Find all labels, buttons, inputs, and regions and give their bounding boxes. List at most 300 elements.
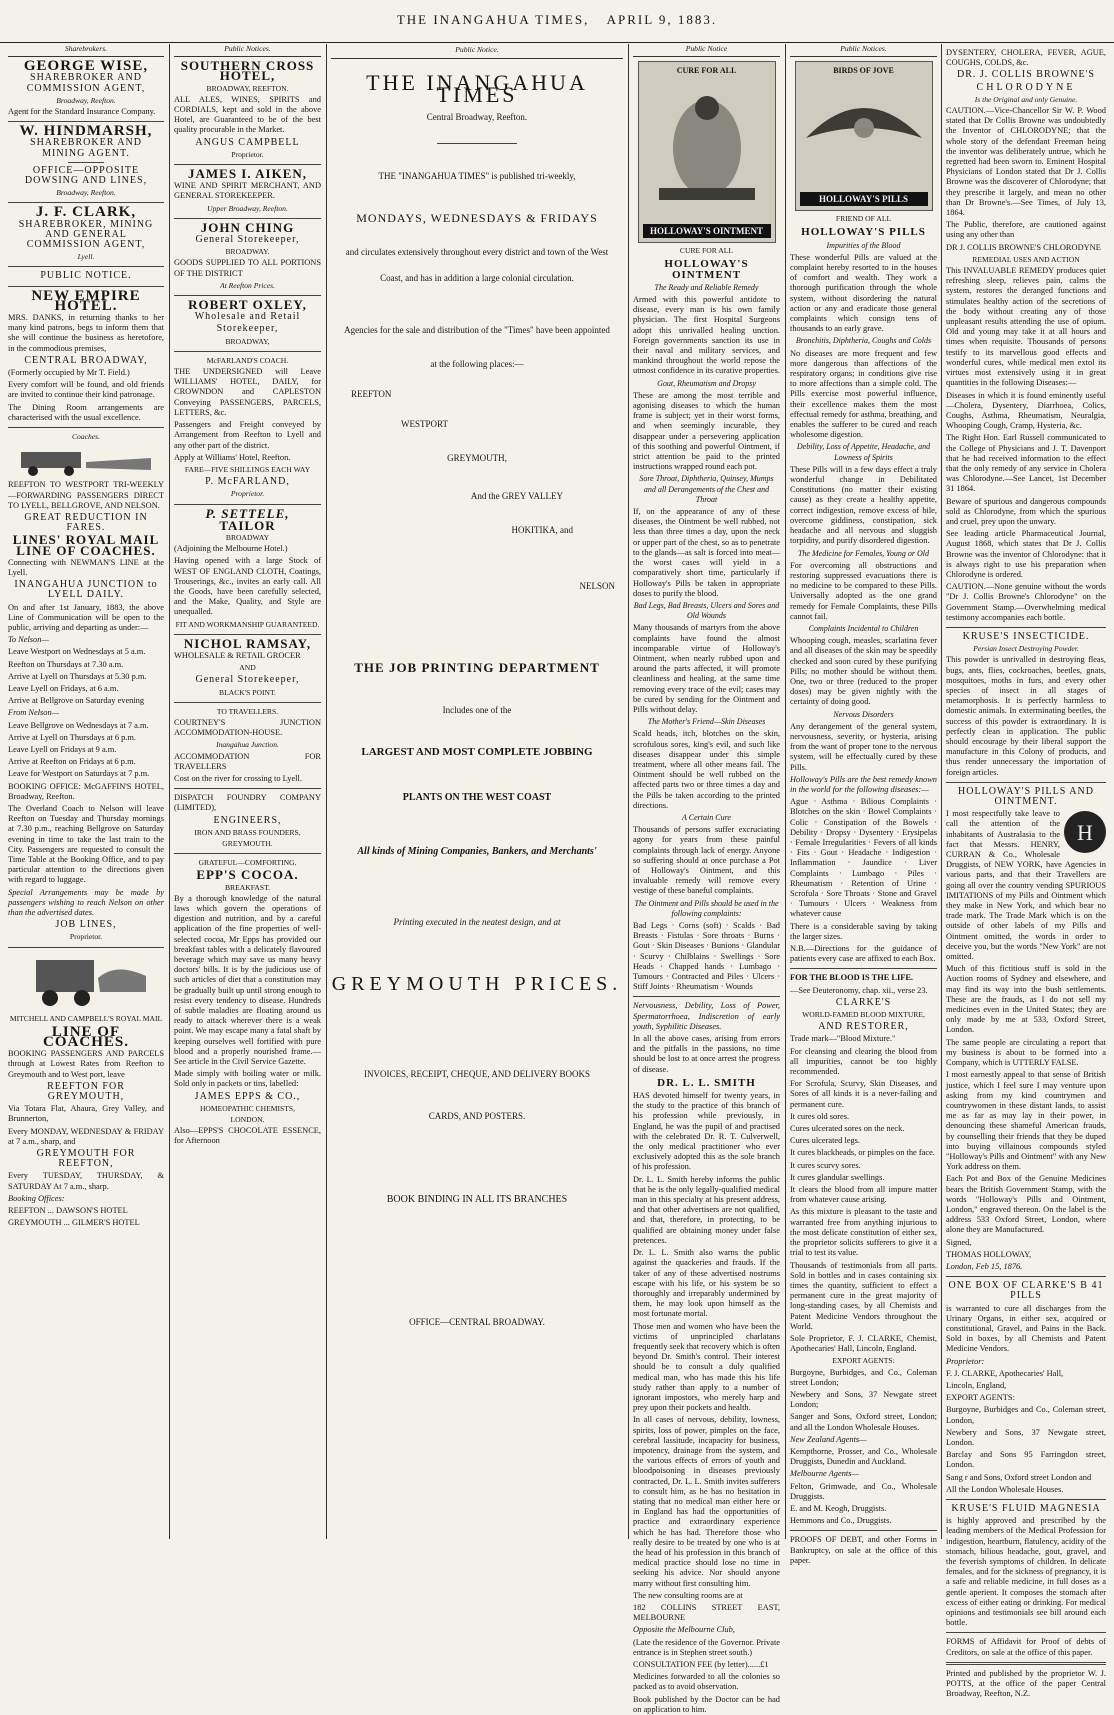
schedule-row: Arrive at Lyell on Thursdays at 5.30 p.m. [8,671,147,681]
ad-body: (Late the residence of the Governor. Private entrance is in Stephen street south.) [633,1637,780,1657]
job-printing-line: All kinds of Mining Companies, Bankers, and Merchants' [357,846,597,857]
ad-subhead: REMEDIAL USES AND ACTION [972,254,1080,264]
publication-line: THE "INANGAHUA TIMES" is published tri-weekly, [378,171,576,181]
ad-name: JOHN CHING [200,219,295,235]
ad-name: W. HINDMARSH, [19,123,153,140]
ad-body: I most earnestly appeal to that sense of British justice, which I feel sure I may venture upon asking from my kind countrymen and countrywomen in these distant lands, to assist me as far as may lay in their power, in denouncing these shameful American frauds, by counselling their friends that they be duped into buying villainous compounds styled "Holloway's Pills and Ointment" with any New York address on them. [946,1070,1106,1172]
ad-line: SHAREBROKER AND COMMISSION AGENT, [26,72,146,94]
ad-body: FOR THE BLOOD IS THE LIFE. [790,973,914,983]
ad-body: Those men and women who have been the victims of unprincipled charlatans frequently seek that recovery which is often beyond Dr. Smith's control. Their interest should be to consult a duly qualified medical man, who has made this his life study rather than apply to a number of ignorant impostors, who merely harp and prey upon their pockets and health. [633,1321,780,1413]
banner-text: CURE FOR ALL [676,66,737,76]
ad-body: Many thousands of martyrs from the above complaints have found the almost incomparable virtue of Holloway's Ointment, when nearly rubbed upon and around the parts affected, it will promote cleanliness and healing, at the same time removing every trace of the evil; cases may be cured by sending for the Ointment and Pills without delay. [633,623,780,714]
ad-body: By a thorough knowledge of the natural laws which govern the operations of digestion and nutrition, and by a careful application of the fine properties of well-selected cocoa, Mr Epps has provided our breakfast tables with a delicately flavoured beverage which may save us many heavy doctors' bills. It is by the judicious use of such articles of diet that a constitution may be gradually built up until strong enough to resist every tendency to disease. Hundreds of subtle maladies are floating around us ready to attack wherever there is a weak point. We may escape many a fatal shaft by keeping ourselves well fortified with pure blood and a properly nourished frame.—See article in the Civil Service Gazette. [174,893,321,1067]
column-5 [790,44,937,1565]
ad-name: HOLLOWAY'S OINTMENT [664,258,749,281]
schedule-row: Leave Lyell on Fridays, at 6 a.m. [8,683,119,693]
ad-name: P. McFARLAND, [205,476,290,488]
ad-line: CHLORODYNE [976,81,1076,93]
ad-line: BROADWAY, [225,336,270,346]
ad-body: Having opened with a large Stock of WEST OF ENGLAND CLOTH, Coatings, Trouserings, &c., invites an early call. All the Goods, have been carefully selected, and the Make, Quality, and Style are unequalled. [174,556,321,617]
ad-body: Whooping cough, measles, scarlatina fever and all diseases of the skin may be speedily checked and soon cured by these purifying Pills; no mother should be without them. One, two or three (reduced to the proper doses) may be given nightly with the certainty of doing good. [790,636,937,707]
complaints-list: Bad Legs · Corns (soft) · Scalds · Bad Breasts · Fistulas · Sore throats · Burns · Gout · Skin Diseases · Bunions · Glandular · Scurvy · Chilblains · Swellings · Sore Heads · Chapped hands · Lumbago · Tumours · Contracted and Piles · Ulcers · Stiff Joints · Rheumatism · Wounds [633,921,780,992]
schedule-head: To Nelson— [8,635,49,645]
ad-body: This powder is unrivalled in destroying fleas, bugs, ants, flies, cockroaches, beetles, gnats, mosquitoes, moths in furs, and every other species of insect in all stages of metamorphosis. It is perfectly harmless to domestic animals. In exterminating beetles, the success of this powder is extraordinary. It is perfectly clean in application. The public should encourage by their liberal support the manufacture in this Colony of products, and thus render unnecessary the importation of foreign articles. [946,655,1106,777]
agencies-line: at the following places:— [430,359,524,369]
ad-line: MITCHELL AND CAMPBELL'S ROYAL MAIL [9,1013,163,1023]
ad-body: I most respectfully take leave to call the attention of the inhabitants of Australasia to the fact that Messrs. HENRY, CURRAN & Co., Wholesale Druggists, of NEW YORK, have Agencies in various parts, and that their Travellers are going all over the country vending SPURIOUS IMITATIONS of my Pills and Ointment which they make in New York, and which bear no trade mark. The Trade Mark which is on the outside of other labels of my Pills and Ointment omitted, the words in order to deceive you, but the words "New York" are not omitted. [946,809,1106,962]
ad-body: MRS. DANKS, in returning thanks to her many kind patrons, begs to inform them that she will continue the business as heretofore, in the commodious premises, [8,313,164,353]
agency-place: WESTPORT [401,419,448,429]
ad-body: THE UNDERSIGNED will Leave WILLIAMS' HOTEL, DAILY, for CROWNDON and CAPLESTON Conveying PASSENGERS, PARCELS, LETTERS, &c. [174,367,321,417]
ad-body: (Adjoining the Melbourne Hotel.) [174,544,288,554]
ad-body: PROOFS OF DEBT, and other Forms in Bankruptcy, on sale at the office of this paper. [790,1535,937,1565]
ad-body: Holloway's Pills are the best remedy known in the world for the following diseases:— [790,774,937,794]
plate-label: HOLLOWAY'S PILLS [800,192,928,206]
ad-body: is highly approved and prescribed by the leading members of the Medical Profession for indigestion, heartburn, flatulency, acidity of the stomach, bilious headache, gout, gravel, and the feverish symptoms of children. In delicate females, and for the sickness of pregnancy, it is a safe and reliable medicine, in full doses as a gentle aperient. It composes the stomach after excess of either eating or drinking. For medical opinions and testimonials see bill around each bottle. [946,1516,1106,1628]
ad-body: Burgoyne, Burbidges, and Co., Coleman street London; [790,1367,937,1387]
job-printing-heading: THE JOB PRINTING DEPARTMENT [354,660,600,675]
ad-body: These are among the most terrible and agonising diseases to which the human frame is subject; yet in their worst forms, and when seemingly incurable, they disappear under a persevering application of this soothing and powerful Ointment, if strict attention be paid to the printed instructions wrapped round each pot. [633,390,780,472]
ad-body: In all cases of nervous, debility, lowness, spirits, loss of power, pimples on the face, cerebral lassitude, incapacity for business, impotency, drainage from the system, and the various effects of errors of youth and bloodpoisoning in diseases previously contracted, Dr. L. L. Smith invites sufferers to consult him, as he has no hesitation in stating that no medical man either here or in England has had the opportunities of practice and extraordinary experience which he has had. Therefore those who really desire to be treated by one who is at the head of his profession in this branch of medical practice should lose no time in seeking his advice. Nor should anyone marry without first consulting him. [633,1415,780,1588]
ad-note: Agent for the Standard Insurance Company. [8,107,156,117]
column-rule [326,44,327,1539]
ad-body: It cures old sores. [790,1111,850,1121]
ad-body: Trade mark—"Blood Mixture." [790,1034,896,1044]
ad-body: Newbery and Sons, 37 Newgate street, London. [946,1427,1106,1447]
ad-body: REEFTON ... DAWSON'S HOTEL [8,1206,128,1216]
divider [174,853,321,854]
section-head: TO TRAVELLERS. [216,706,279,716]
ad-body: Felton, Grimwade, and Co., Wholesale Druggists. [790,1481,937,1501]
ad-body: Dr. L. L. Smith hereby informs the public that he is the only legally-qualified medical man in this specialty at his present address, and that other advertisers are not qualified, and that, therefore, in protecting, to be qualified are obtaining money under false pretences. [633,1174,780,1245]
ad-body: All the London Wholesale Houses. [946,1484,1064,1494]
ad-body: The new consulting rooms are at [633,1590,743,1600]
ad-address: BROADWAY, REEFTON. [206,83,289,93]
ad-body: It cures blackheads, or pimples on the face. [790,1148,935,1158]
banner-text: BIRDS OF JOVE [833,66,894,76]
ad-body: BOOKING PASSENGERS AND PARCELS through at Lowest Rates from Reefton to Greymouth and to West port, leave [8,1049,164,1079]
ad-line: AND [239,663,256,673]
coach-engraving [16,952,156,1012]
ad-role: Proprietor. [69,932,103,942]
complaints-list: Ague · Asthma · Bilious Complaints · Blotches on the skin · Bowel Complaints · Colic · Constipation of the Bowels · Debility · Dropsy · Dysentery · Erysipelas · Female Irregularities · Fevers of all kinds · Fits · Gout · Headache · Indigestion · Inflammation · Jaundice · Liver Complaints · Lumbago · Piles · Rheumatism · Retention of Urine · Scrofula · Sore Throats · Stone and Gravel · Tumours · Ulcers · Weakness from whatever cause [790,797,937,919]
ad-body: Book published by the Doctor can be had on application to him. [633,1694,780,1714]
ad-body: Also—EPPS'S CHOCOLATE ESSENCE, for Afternoon [174,1126,321,1146]
ad-address: CENTRAL BROADWAY, [24,354,148,366]
column-6 [946,44,1106,1699]
divider [174,218,321,219]
ad-body: For cleansing and clearing the blood from all impurities, cannot be too highly recommended. [790,1046,937,1077]
divider [174,504,321,505]
ad-address: BROADWAY [225,532,270,542]
ad-body: Every MONDAY, WEDNESDAY & FRIDAY at 7 a.m., sharp, and [8,1126,164,1146]
ad-body: Via Totara Flat, Ahaura, Grey Valley, and Brunnerton, [8,1104,164,1124]
divider [946,1662,1106,1665]
masthead [0,0,1114,40]
ad-line: LONDON. [230,1115,265,1125]
ad-line: FARE—FIVE SHILLINGS EACH WAY [184,464,311,474]
ad-body: Scald heads, itch, blotches on the skin, scrofulous sores, king's evil, and such like diseases disappear under this simple treatment, where all other means fail. The Ointment should be well rubbed on the affected parts two or three times a day and the Pills be taken according to the printed directions. [633,729,780,810]
ad-body: On and after 1st January, 1883, the above Line of Communication will be open to the public, arriving and departing as under:— [8,602,164,632]
ad-line: WORLD-FAMED BLOOD MIXTURE, [802,1010,925,1020]
column-head: Public Notice. [331,44,623,59]
ad-name: HOLLOWAY'S PILLS [801,226,926,239]
ad-body: F. J. CLARKE, Apothecaries' Hall, [946,1368,1064,1378]
ad-body: This INVALUABLE REMEDY produces quiet refreshing sleep, relieves pain, calms the system, restores the deranged functions and stimulates healthy action of the secretions of the body without creating any of those unpleasant results attending the use of opium. Old and young may take it at all hours and times when requisite. Thousands of persons testify to its marvellous good effects and wonderful cures, while medical men extol its virtues most extensively using it in great quantities in the following Diseases:— [946,266,1106,388]
column-rule [785,44,786,1539]
column-4 [633,44,780,1714]
divider [8,286,164,287]
issue-date: APRIL 9, 1883. [606,12,718,27]
ad-subhead: Complaints Incidental to Children [808,623,919,633]
paper-name: THE INANGAHUA TIMES, [396,12,590,27]
ad-body: is warranted to cure all discharges from the Urinary Organs, in either sex, acquired or constitutional, Gravel, and Pains in the Back. Sold in boxes, by all Chemists and Patent Medicine Vendors. [946,1303,1106,1354]
ad-body: GREYMOUTH ... GILMER'S HOTEL [8,1218,140,1228]
ad-role: Proprietor. [231,149,264,159]
ad-line: BROADWAY. [225,247,270,257]
ad-body: COURTNEY'S JUNCTION ACCOMMODATION-HOUSE. [174,717,321,738]
divider [946,782,1106,783]
ad-body: REEFTON TO WESTPORT TRI-WEEKLY—FORWARDING PASSENGERS DIRECT TO LYELL, BELLGROVE, AND NELSON. [8,480,164,510]
ad-body: Barclay and Sons 95 Farringdon street, London. [946,1450,1106,1470]
coach-engraving [11,444,161,478]
agency-place: NELSON [579,581,615,591]
ad-body: As this mixture is pleasant to the taste and warranted free from anything injurious to the most delicate constitution of either sex, the proprietor solicits sufferers to give it a trial to test its value. [790,1207,937,1258]
ad-body: (Formerly occupied by Mr T. Field.) [8,368,130,378]
ad-name: KRUSE'S INSECTICIDE. [962,630,1090,642]
ad-address: Upper Broadway, Reefton. [207,203,288,213]
ad-body: For Scrofula, Scurvy, Skin Diseases, and Sores of all kinds it is a never-failing and permanent cure. [790,1079,937,1109]
divider [946,1499,1106,1500]
times-title: THE INANGAHUA TIMES [366,70,588,107]
schedule-row: Leave Lyell on Fridays at 9 a.m. [8,744,117,754]
ad-name: P. SETTELE, [205,505,290,521]
ad-body: Every comfort will be found, and old friends are invited to continue their kind patronage. [8,380,164,400]
ad-body: Signed, [946,1237,972,1247]
ad-body: Sanger and Sons, Oxford street, London; and all the London Wholesale Houses. [790,1412,937,1432]
ad-body: The Right Hon. Earl Russell communicated to the College of Physicians and J. T. Davenport that he had received information to the effect that the only remedy of any service in Cholera was Chlorodyne.—See Lancet, 1st December 31 1864. [946,433,1106,494]
ad-name: EPP'S COCOA. [196,867,299,883]
pills-engraving [795,61,933,211]
job-printing-line: Printing executed in the neatest design, and at [393,917,561,927]
prices-heading: GREYMOUTH PRICES. [331,973,623,995]
column-head: Public Notices. [790,44,937,57]
column-rule [628,44,629,1539]
column-1 [8,44,164,1539]
ad-body: HAS devoted himself for twenty years, in the study to the practice of this branch of his profession while previously, in England, he was the pupil of and practised with the celebrated Dr. R. T. Culverwell, the only medical practitioner who ever exclusively adopted this as the sole branch of his profession. [633,1091,780,1172]
ad-name: ANGUS CAMPBELL [195,136,300,148]
ad-body: Opposite the Melbourne Club, [633,1625,735,1635]
schedule-head: From Nelson— [8,708,60,718]
ad-subhead: Bad Legs, Bad Breasts, Ulcers and Sores and Old Wounds [633,600,780,621]
divider [8,947,164,948]
ad-name: ROBERT OXLEY, [188,297,307,313]
ad-subhead: Nervous Disorders [833,709,894,719]
schedule-row: Leave Bellgrove on Wednesdays at 7 a.m. [8,720,149,730]
ad-body: DISPATCH FOUNDRY COMPANY (LIMITED), [174,793,321,813]
ad-body: Medicines forwarded to all the colonies so packed as to avoid observation. [633,1672,780,1692]
divider [8,427,164,428]
ad-name: JAMES I. AIKEN, [187,166,308,182]
ad-line: GRATEFUL—COMFORTING. [198,858,297,868]
eagle-figure [796,78,932,198]
ad-body: Sole Proprietor, F. J. CLARKE, Chemist, Apothecaries' Hall, Lincoln, England. [790,1333,937,1354]
ad-body: It cures scurvy sores. [790,1160,861,1170]
ad-address: GREYMOUTH. [222,839,273,848]
ad-address: Broadway, Reefton. [56,188,116,198]
agencies-line: Agencies for the sale and distribution of the "Times" have been appointed [344,325,610,335]
circulation-line: and circulates extensively throughout every district and town of the West [345,247,609,257]
ad-line: Persian Insect Destroying Powder. [973,644,1079,654]
ad-line: At Reefton Prices. [219,280,276,290]
ad-line: AND RESTORER, [818,1021,909,1033]
ad-line: Wholesale and Retail [194,311,301,323]
ad-body: Thousands of testimonials from all parts. Sold in bottles and in cases containing six times the quantity, sufficient to effect a permanent cure in the great majority of long-standing cases, by all Chemists and Patent Medicine Vendors throughout the World. [790,1260,937,1331]
ad-body: N.B.—Directions for the guidance of patients every case are affixed to each Box. [790,944,937,964]
section-head: Coaches. [71,432,101,442]
ad-caption: FRIEND OF ALL [835,214,892,224]
divider [633,996,780,997]
ad-body: ACCOMMODATION FOR TRAVELLERS [174,751,321,771]
trade-mark-seal [1064,811,1106,853]
allegory-figure [639,78,775,228]
ad-line: GREYMOUTH FOR REEFTON, [36,1148,136,1170]
divider [174,164,321,165]
ad-line: OFFICE—OPPOSITE DOWSING AND LINES, [24,164,148,187]
ad-body: WHOLESALE & RETAIL GROCER [174,650,301,660]
ad-body: In all the above cases, arising from errors and the pitfalls in the passions, no time should be lost to at once arrest the progress of disease. [633,1034,780,1074]
dash [437,143,517,144]
ad-body: It cures glandular swellings. [790,1172,885,1182]
divider [946,1276,1106,1277]
agency-place: HOKITIKA, and [511,525,573,535]
ad-body: CAUTION.—Vice-Chancellor Sir W. P. Wood stated that Dr Collis Browne was undoubtedly the Inventor of CHLORODYNE; that the whole story of the defendant Freeman being the inventor was deliberately untrue, which he regretted had been sworn to. Eminent Hospital Physicians of London stated that Dr J. Collis Browne was the discoverer of Chlorodyne; that they prescribe it largely, and mean no other than Dr Browne's.—See Times, of July 13, 1864. [946,106,1106,218]
ad-name: ONE BOX OF CLARKE'S B 41 PILLS [948,1280,1104,1302]
divider [8,266,164,267]
ad-line: DYSENTERY, CHOLERA, FEVER, AGUE, COUGHS, COLDS, &c. [946,48,1106,68]
ad-subhead: A Certain Cure [682,812,731,822]
ad-line: BREAKFAST. [224,882,271,892]
ad-name: NICHOL RAMSAY, [183,635,312,651]
ad-body: Hemmons and Co., Druggists. [790,1516,892,1526]
ad-subhead: EXPORT AGENTS: [946,1393,1015,1403]
ad-name: JOB LINES, [55,919,117,931]
ad-body: No diseases are more frequent and few more dangerous than affections of the respiratory organs; in conditions give rise to more affections than a simple cold. The Pills exercise most powerful influence, their excellence makes them the most effectual remedy for asthma, breathing, and enables the sufferer to be cured and reach wholesome digestion. [790,348,937,440]
plate-label: HOLLOWAY'S OINTMENT [643,224,771,238]
column-head: Public Notice [633,44,780,57]
divider [8,202,164,203]
ad-body: These wonderful Pills are valued at the complaint hereby resorted to in the houses of comfort and wealth. They work a thorough purification through the whole system, without disordering the natural action or any and eradicate those general complaints which consign tens of thousands to an early grave. [790,252,937,334]
ad-name: DR. L. L. SMITH [657,1076,756,1089]
divider [790,968,937,969]
schedule-row: Leave for Westport on Saturdays at 7 p.m. [8,769,150,779]
notice-heading: PUBLIC NOTICE. [40,270,132,282]
ad-body: Newbery and Sons, 37 Newgate street London; [790,1389,937,1410]
column-rule [169,44,170,1539]
ad-body: For overcoming all obstructions and restoring suppressed evacuations there is no medicine to be compared to these Pills. Universally adopted as the one grand remedy for Female Complaints, these Pills cannot fail. [790,560,937,621]
ad-body: CAUTION.—None genuine without the words "Dr J. Collis Browne's Chlorodyne" on the Government Stamp.—Overwhelming medical testimony accompanies each bottle. [946,582,1106,622]
ad-subhead: Bronchitis, Diphtheria, Coughs and Colds [795,336,932,346]
divider [174,634,321,635]
ad-subhead: The Medicine for Females, Young or Old [797,548,930,558]
ad-body: Burgoyne, Burbidges and Co., Coleman street, London, [946,1405,1106,1425]
ad-body: Much of this fictitious stuff is sold in the Auction rooms of Sydney and elsewhere, and may find its way into the bush settlements. These are the frauds, as I do not sell my medicines even in the United States; they are only made by me at 533, Oxford Street, London. [946,964,1106,1035]
ad-body: Dr. L. L. Smith also warns the public against the quackeries and frauds. If the taker of any of these advertised nostrums escape with his life, or his system be so thoroughly and irreparably undermined by them, he may look upon himself as the most fortunate mortal. [633,1248,780,1319]
ad-body: ALL ALES, WINES, SPIRITS and CORDIALS, kept and sold in the above Hotel, are Guaranteed to be of the best quality procurable in the Market. [174,94,321,135]
svg-text:H: H [1077,820,1093,846]
ad-body: Special Arrangements may be made by passengers wishing to reach Nelson on other than the advertised dates. [8,887,164,918]
ad-body: Beware of spurious and dangerous compounds sold as Chlorodyne, from which the spurious and cruel, prey upon the unwary. [946,496,1106,526]
agency-place: And the GREY VALLEY [470,491,563,501]
ad-body: London, Feb 15, 1876. [946,1261,1023,1271]
ad-body: Diseases in which it is found eminently useful—Cholera, Dysentery, Diarrhoea, Colics, Coughs, Asthma, Rheumatism, Neuralgia, Whooping Cough, Cramp, Hysteria, &c. [946,390,1106,431]
ad-line: INANGAHUA JUNCTION to LYELL DAILY. [14,579,158,601]
ad-body: These Pills will in a few days effect a truly wonderful change in Debilitated Constitutions (no matter their existing cause) as they create a healthy appetite, correct indigestion, remove excess of bile, overcome giddiness, constipation, sick headache and all nervous and sluggish torpidity, and purify disordered digestion. [790,464,937,546]
ad-address: 182 COLLINS STREET EAST, MELBOURNE [633,1603,780,1623]
divider [174,788,321,789]
ad-body: It clears the blood from all impure matter from whatever cause arising. [790,1185,937,1205]
ad-body: DR J. COLLIS BROWNE'S CHLORODYNE [946,242,1101,252]
ad-body: If, on the appearance of any of these diseases, the Ointment be well rubbed, not less than three times a day, upon the neck or upper part of the chest, so as to penetrate to the glands—as salt is forced into meat—the worst cases will yield in a comparatively short time, particularly if Holloway's Pills be taken in appropriate doses to purify the blood. [633,507,780,598]
ad-body: Any derangement of the general system, nervousness, severity, or hysteria, arising from the want of proper tone to the nervous system, will be effectually cured by these Pills. [790,721,937,772]
ad-line: TAILOR [219,517,276,533]
divider [174,295,321,296]
ad-body: Armed with this powerful antidote to disease, every man is his own family physician. The first Hospital Surgeons adopt this unrivalled healing unction. Foreign governments sanction its use in their naval and military services, and mankind throughout the world repose the utmost confidence in its curative properties. [633,295,780,376]
ad-body: Passengers and Freight conveyed by Arrangement from Reefton to Lyell and any other part of the district. [174,420,321,450]
ad-line: HOMEOPATHIC CHEMISTS, [199,1103,296,1113]
ad-body: The Dining Room arrangements are characterised with the usual excellence. [8,402,164,422]
times-address: Central Broadway, Reefton. [426,112,528,122]
ad-subhead: Debility, Loss of Appetite, Headache, and Lowness of Spirits [796,442,931,462]
ad-line: ENGINEERS, [213,814,282,826]
ad-line: SHAREBROKER, MINING AND GENERAL COMMISSION AGENT, [18,218,154,251]
ad-subhead: The Ointment and Pills should be used in the following complaints: [634,898,779,918]
ad-subhead: The Mother's Friend—Skin Diseases [647,717,766,727]
ad-role: Proprietor. [230,489,265,499]
ad-line: REEFTON FOR GREYMOUTH, [47,1080,125,1103]
ad-address: Inangahua Junction. [216,740,279,750]
job-printing-line: INVOICES, RECEIPT, CHEQUE, AND DELIVERY BOOKS [364,1069,590,1079]
dash [68,162,104,163]
section-head: McFARLAND'S COACH. [206,355,289,365]
ad-address: Lyell. [77,252,95,262]
ad-line: SHAREBROKER AND MINING AGENT. [30,137,142,159]
agency-place: REEFTON [351,389,392,399]
ad-line: The Ready and Reliable Remedy [654,282,759,292]
ad-body: Cures ulcerated legs. [790,1136,860,1146]
ad-body: Apply at Williams' Hotel, Reefton. [174,452,291,462]
ointment-engraving [638,61,776,243]
job-printing-line: Includes one of the [442,705,512,715]
ad-address: BLACK'S POINT. [219,687,276,697]
ad-name: J. F. CLARK, [35,204,137,221]
ad-body: E. and M. Keogh, Druggists. [790,1503,887,1513]
ad-body: Thousands of persons suffer excruciating agony for years from these painful complaints through lack of energy. Anyone so suffering should at once purchase a Pot of Holloway's Ointment, and this invaluable remedy will remove every vestige of these baneful complaints. [633,825,780,896]
ad-line: IRON AND BRASS FOUNDERS, [194,827,301,837]
ad-body: Lincoln, England, [946,1380,1007,1390]
ad-body: Booking Offices: [8,1193,65,1203]
ad-name: SOUTHERN CROSS HOTEL, [180,58,315,84]
ad-name: LINE OF COACHES. [43,1023,129,1051]
column-head: Sharebrokers. [8,44,164,57]
ad-line: Storekeeper, [216,323,279,335]
ad-body: Each Pot and Box of the Genuine Medicines bears the British Government Stamp, with the words "Holloway's Pills and Ointment, London," engraved thereon. On the label is the address 533 Oxford Street, London, where alone they are Manufactured. [946,1174,1106,1235]
job-printing-line: BOOK BINDING IN ALL ITS BRANCHES [386,1194,568,1205]
ad-line: General Storekeeper, [195,234,300,246]
ad-body: CONSULTATION FEE (by letter)......£1 [633,1660,769,1670]
ad-body: Connecting with NEWMAN'S LINE at the Lyell. [8,557,164,577]
divider [174,702,321,703]
divider [946,627,1106,628]
seal-mark [1064,811,1106,853]
schedule-row: Arrive at Bellgrove on Saturday evening [8,696,145,706]
ad-body: The Public, therefore, are cautioned against using any other than [946,220,1106,240]
ad-subhead: Gout, Rheumatism and Dropsy [657,378,756,388]
circulation-line: Coast, and has in addition a large colonial circulation. [380,273,574,283]
ad-name: JAMES EPPS & CO., [194,1090,301,1102]
top-rule [0,42,1114,43]
job-printing-line: CARDS, AND POSTERS. [428,1111,526,1121]
office-line: OFFICE—CENTRAL BROADWAY. [409,1317,545,1327]
ad-body: There is a considerable saving by taking the larger sizes. [790,921,937,941]
ad-line: FIT AND WORKMANSHIP GUARANTEED. [175,619,320,629]
ad-body: WINE AND SPIRIT MERCHANT, AND GENERAL STOREKEEPER. [174,181,321,201]
schedule-row: Reefton on Thursdays at 7.30 a.m. [8,659,124,669]
ad-address: Broadway, Reefton. [56,95,116,105]
column-3 [331,44,623,1539]
ad-body: Sang r and Sons, Oxford street London and [946,1472,1092,1482]
ad-body: GOODS SUPPLIED TO ALL PORTIONS OF THE DISTRICT [174,258,321,278]
ad-line: Impurities of the Blood [826,240,901,250]
publication-days: MONDAYS, WEDNESDAYS & FRIDAYS [356,211,598,225]
ad-body: —See Deuteronomy, chap. xii., verse 23. [790,985,928,995]
column-head: Public Notices. [174,44,321,57]
column-2 [174,44,321,1539]
ad-body: Cures ulcerated sores on the neck. [790,1124,905,1134]
ad-body: The same people are circulating a report that my business is about to be formed into a Company, which is UTTERLY FALSE. [946,1037,1106,1068]
ad-body: FORMS of Affidavit for Proof of debts of Creditors, on sale at the office of this paper. [946,1637,1106,1657]
ad-line: Is the Original and only Genuine. [974,94,1078,104]
column-rule [941,44,942,1539]
ad-caption: CURE FOR ALL [679,246,734,256]
schedule-row: Leave Westport on Wednesdays at 5 a.m. [8,647,146,657]
ad-body: Kempthorne, Prosser, and Co., Wholesale Druggists, Dunedin and Auckland. [790,1446,937,1467]
ad-signature: THOMAS HOLLOWAY, [946,1249,1032,1259]
imprint: Printed and published by the proprietor W. J. POTTS, at the office of the paper Central Broadway, Reefton, N.Z. [946,1668,1106,1699]
ad-subhead: Melbourne Agents— [790,1469,859,1479]
ad-body: Made simply with boiling water or milk. Sold only in packets or tins, labelled: [174,1069,321,1089]
ad-name: LINES' ROYAL MAIL LINE OF COACHES. [12,532,160,558]
divider [946,1632,1106,1633]
schedule-row: Arrive at Lyell on Thursdays at 6 p.m. [8,732,137,742]
ad-body: Nervousness, Debility, Loss of Power, Spermatorrhoea, Indiscretion of early youth, Syphilitic Diseases. [633,1001,780,1031]
ad-body: Every TUESDAY, THURSDAY, & SATURDAY At 7 a.m., sharp. [8,1171,164,1191]
ad-name: NEW EMPIRE HOTEL. [31,287,141,314]
ad-body: Proprietor: [946,1356,985,1366]
schedule-row: Arrive at Reefton on Fridays at 6 p.m. [8,757,136,767]
ad-body: BOOKING OFFICE: McGAFFIN'S HOTEL, Broadway, Reefton. [8,781,164,801]
ad-body: Cost on the river for crossing to Lyell. [174,773,302,783]
ad-name: KRUSE'S FLUID MAGNESIA [951,1503,1101,1515]
ad-body: See leading article Pharmaceutical Journal, August 1868, which states that Dr J. Collis Browne was the inventor of Chlorodyne: that it is always right to use his preparation when Chlorodyne is ordered. [946,529,1106,579]
ad-subhead: Sore Throat, Diphtheria, Quinsey, Mumps and all Derangements of the Chest and Throat [639,474,774,504]
ad-body: The Overland Coach to Nelson will leave Reefton on Tuesday and Thursday mornings at 7.30 p.m., reaching Bellgrove on Saturday evening in time to take the last train to the City. Passengers are requested to consult the Time Table at the Booking Office, and to pay particular attention to the directions given with regard to luggage. [8,803,164,885]
ad-subhead: New Zealand Agents— [790,1434,867,1444]
ad-name: GEORGE WISE, [23,58,149,75]
ad-line: GREAT REDUCTION IN FARES. [24,511,148,534]
ad-line: General Storekeeper, [195,674,300,686]
agency-place: GREYMOUTH, [447,453,507,463]
